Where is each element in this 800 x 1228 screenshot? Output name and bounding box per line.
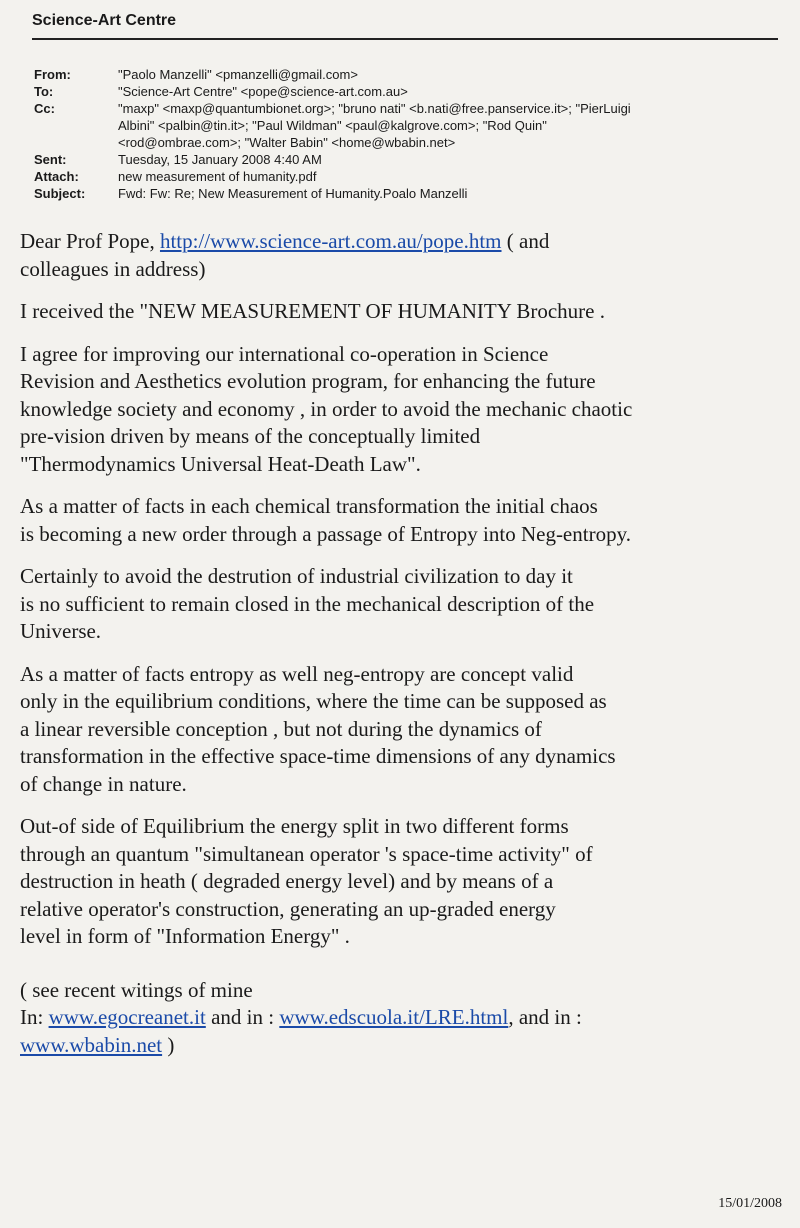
and-in-text: , and in :	[508, 1005, 582, 1029]
paragraph-line: Universe.	[20, 619, 102, 643]
paragraph-line: ( see recent witings of mine	[20, 977, 253, 1002]
paragraph-agree	[20, 341, 790, 479]
paragraph-entropy	[20, 661, 790, 799]
close-paren: )	[162, 1032, 175, 1057]
to-label: To:	[34, 84, 54, 99]
paragraph-chaos	[20, 493, 790, 548]
paragraph-line: only in the equilibrium conditions, where the time can be supposed as	[20, 689, 607, 713]
paragraph-line: level in form of "Information Energy" .	[20, 924, 350, 948]
sent-value: Tuesday, 15 January 2008 4:40 AM	[118, 152, 322, 167]
greeting-line: colleagues in address)	[20, 256, 206, 281]
greeting-paragraph	[20, 228, 790, 283]
attach-label: Attach:	[34, 169, 79, 184]
and-in-text: and in :	[205, 1005, 280, 1029]
subject-value: Fwd: Fw: Re; New Measurement of Humanity.Poalo Manzelli	[118, 186, 468, 201]
references-line	[20, 1004, 790, 1032]
paragraph-received	[20, 298, 790, 326]
cc-line: <rod@ombrae.com>; "Walter Babin" <home@wbabin.net>	[118, 135, 456, 150]
paragraph-line: Out-of side of Equilibrium the energy split in two different forms	[20, 814, 569, 838]
from-value: "Paolo Manzelli" <pmanzelli@gmail.com>	[118, 67, 358, 82]
paragraph-line: transformation in the effective space-time dimensions of any dynamics	[20, 744, 616, 768]
from-row	[34, 66, 774, 83]
letter-body	[20, 228, 790, 1074]
print-date: 15/01/2008	[718, 1196, 782, 1211]
cc-value	[118, 100, 774, 151]
in-text: In:	[20, 1005, 49, 1029]
paragraph-line: I agree for improving our international co-operation in Science	[20, 341, 549, 366]
from-label: From:	[34, 67, 71, 82]
attach-row	[34, 168, 774, 185]
paragraph-line: of change in nature.	[20, 771, 187, 796]
email-header	[34, 66, 774, 202]
greeting-line	[20, 228, 790, 256]
egocreanet-link[interactable]: www.egocreanet.it	[48, 1005, 206, 1029]
paragraph-civilization	[20, 563, 790, 646]
pope-page-link[interactable]: http://www.science-art.com.au/pope.htm	[159, 229, 502, 253]
sent-label: Sent:	[34, 152, 67, 167]
wbabin-link[interactable]: www.wbabin.net	[20, 1032, 163, 1057]
cc-row	[34, 100, 774, 151]
paragraph-line: is becoming a new order through a passage of Entropy into Neg-entropy.	[20, 521, 631, 546]
cc-line: Albini" <palbin@tin.it>; "Paul Wildman" <paul@kalgrove.com>; "Rod Quin"	[118, 118, 547, 133]
paragraph-line: Revision and Aesthetics evolution program, for enhancing the future	[20, 369, 596, 393]
paragraph-line: knowledge society and economy , in order to avoid the mechanic chaotic	[20, 396, 633, 421]
paragraph-line: As a matter of facts entropy as well neg-entropy are concept valid	[20, 661, 574, 686]
paragraph-line: destruction in heath ( degraded energy level) and by means of a	[20, 869, 554, 893]
paragraph-references	[20, 977, 790, 1060]
cc-label: Cc:	[34, 101, 55, 116]
sent-row	[34, 151, 774, 168]
header-divider	[32, 38, 778, 40]
greeting-tail: ( and	[501, 229, 550, 253]
attachment-name[interactable]: new measurement of humanity.pdf	[118, 169, 317, 184]
paragraph-line: "Thermodynamics Universal Heat-Death Law".	[20, 451, 421, 476]
org-title: Science-Art Centre	[32, 12, 177, 29]
paragraph-line: Certainly to avoid the destrution of industrial civilization to day it	[20, 564, 573, 588]
to-value: "Science-Art Centre" <pope@science-art.com.au>	[118, 84, 408, 99]
paragraph-line: I received the "NEW MEASUREMENT OF HUMANITY Brochure .	[20, 299, 605, 323]
subject-label: Subject:	[34, 186, 86, 201]
edscuola-link[interactable]: www.edscuola.it/LRE.html	[279, 1005, 509, 1029]
paragraph-line: relative operator's construction, generating an up-graded energy	[20, 896, 556, 921]
to-row	[34, 83, 774, 100]
references-line	[20, 1032, 790, 1060]
subject-row	[34, 185, 774, 202]
paragraph-line: As a matter of facts in each chemical transformation the initial chaos	[20, 494, 598, 518]
cc-line: "maxp" <maxp@quantumbionet.org>; "bruno nati" <b.nati@free.panservice.it>; "PierLuigi	[118, 101, 631, 116]
greeting-text: Dear Prof Pope,	[20, 229, 155, 253]
paragraph-equilibrium	[20, 813, 790, 951]
paragraph-line: is no sufficient to remain closed in the mechanical description of the	[20, 591, 595, 616]
paragraph-line: through an quantum "simultanean operator 's space-time activity" of	[20, 841, 593, 866]
paragraph-line: a linear reversible conception , but not during the dynamics of	[20, 716, 542, 741]
paragraph-line: pre-vision driven by means of the conceptually limited	[20, 424, 481, 448]
